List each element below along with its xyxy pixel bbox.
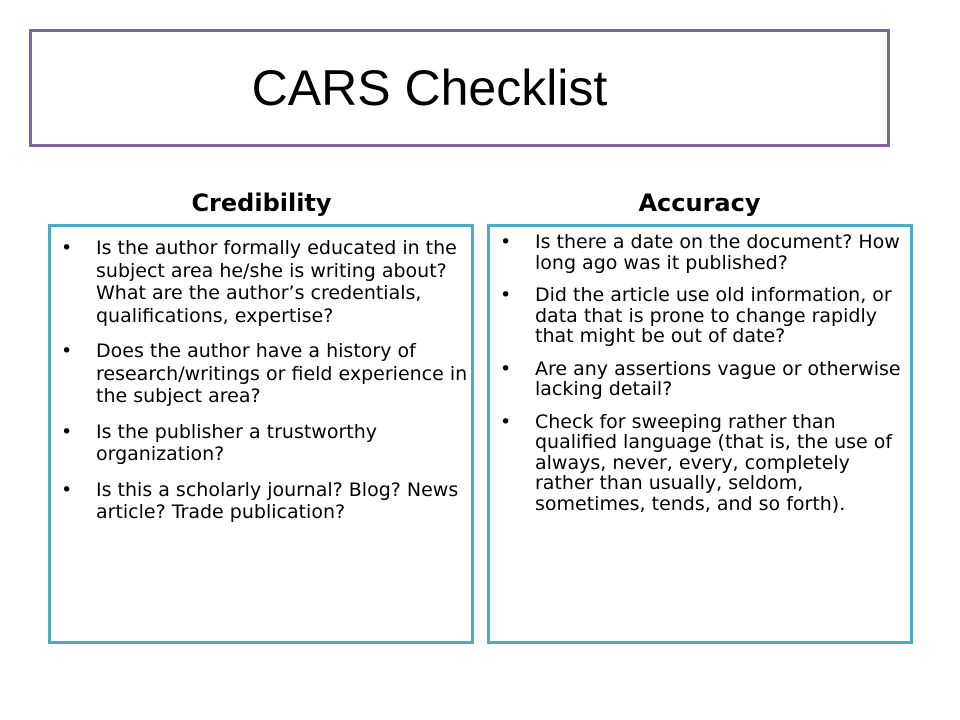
bullet-icon: • <box>61 420 73 443</box>
list-item-text: Does the author have a history of research/writings or field experience in the subject area? <box>96 340 468 407</box>
bullet-icon: • <box>61 237 73 259</box>
bullet-icon: • <box>61 478 73 501</box>
list-item <box>61 340 471 408</box>
credibility-heading: Credibility <box>191 189 332 217</box>
list-item <box>500 357 911 400</box>
bullet-icon: • <box>61 340 73 362</box>
list-item <box>500 231 911 274</box>
bullet-icon: • <box>500 284 512 306</box>
list-item-text: Is the author formally educated in the subject area he/she is writing about? What are the author’s credentials, qualifications, expertise? <box>96 237 457 327</box>
list-item-text: Is the publisher a trustworthy organization? <box>96 420 378 465</box>
list-item-text: Are any assertions vague or otherwise lacking detail? <box>535 357 901 400</box>
credibility-list <box>61 237 471 537</box>
list-item <box>61 478 471 524</box>
list-item-text: Check for sweeping rather than qualified language (that is, the use of always, never, every, completely rather than usually, seldom, sometimes, tends, and so forth). <box>535 410 893 515</box>
list-item-text: Did the article use old information, or data that is prone to change rapidly that might be out of date? <box>535 284 892 347</box>
bullet-icon: • <box>500 357 512 380</box>
accuracy-panel <box>487 224 913 644</box>
accuracy-list <box>500 231 911 526</box>
title-box <box>29 29 890 147</box>
bullet-icon: • <box>500 231 512 253</box>
credibility-panel <box>48 224 474 644</box>
list-item <box>61 420 471 466</box>
list-item-text: Is this a scholarly journal? Blog? News article? Trade publication? <box>96 478 459 523</box>
list-item <box>500 410 911 515</box>
page-title: CARS Checklist <box>251 60 608 116</box>
list-item <box>61 237 471 327</box>
accuracy-heading: Accuracy <box>638 189 761 217</box>
bullet-icon: • <box>500 410 512 433</box>
list-item-text: Is there a date on the document? How long ago was it published? <box>535 231 900 274</box>
list-item <box>500 284 911 347</box>
